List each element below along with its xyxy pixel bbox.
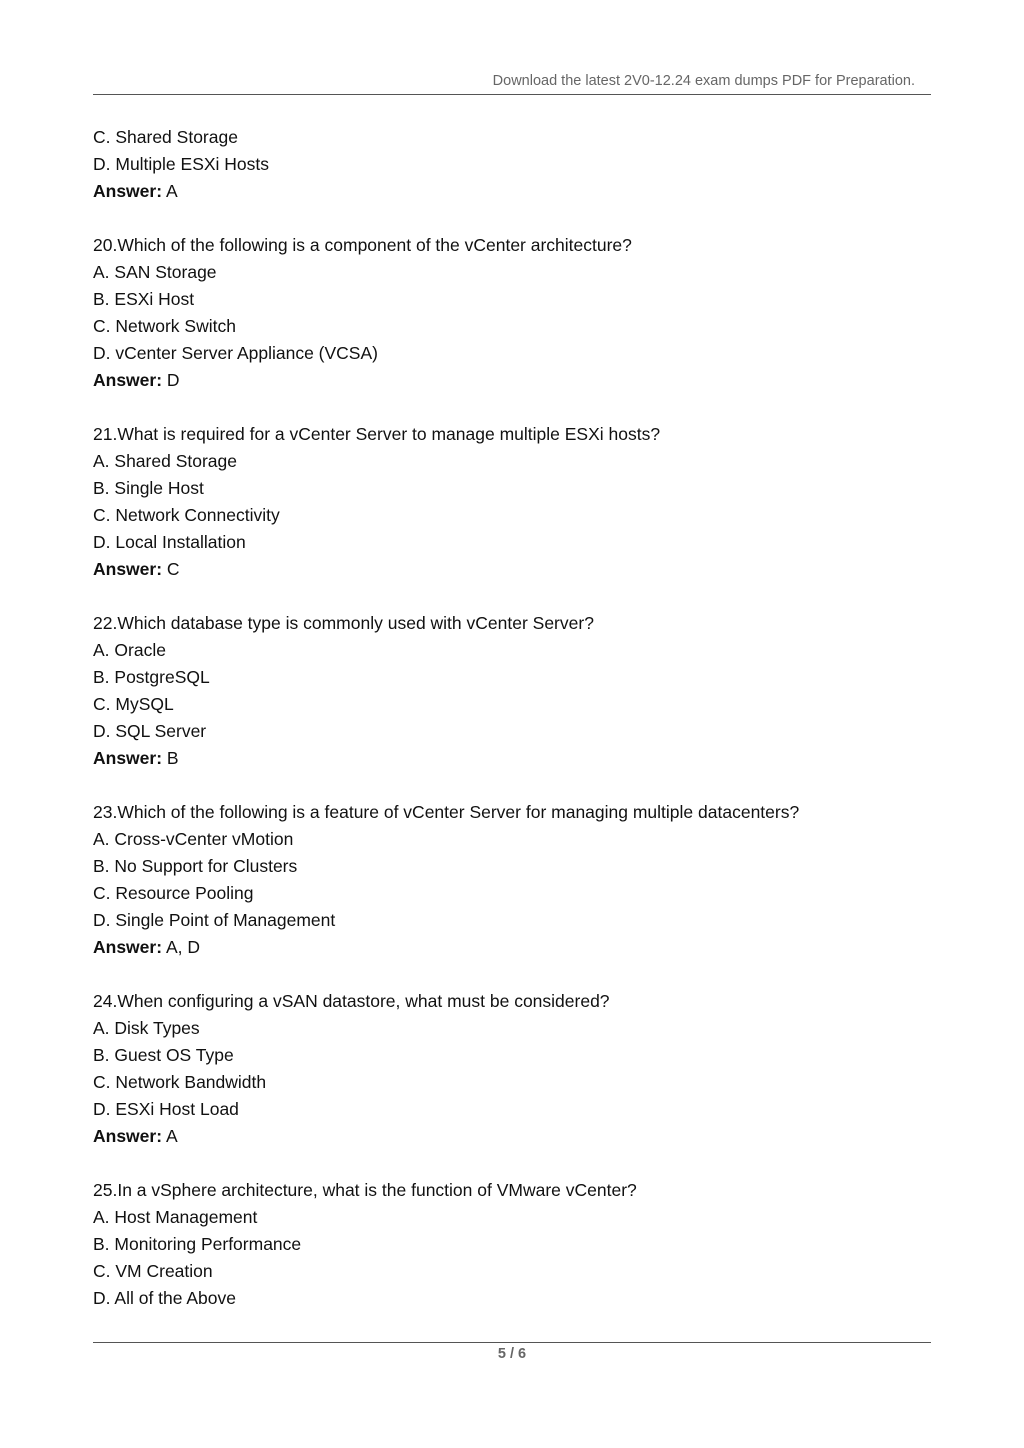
option: C. Network Switch — [93, 316, 236, 336]
option: A. Shared Storage — [93, 451, 237, 471]
header-text: Download the latest 2V0-12.24 exam dumps PDF for Preparation. — [492, 73, 915, 89]
answer-line — [93, 1123, 931, 1150]
option: B. Guest OS Type — [93, 1045, 234, 1065]
question-text: 22.Which database type is commonly used with vCenter Server? — [93, 613, 594, 633]
page-header — [93, 72, 931, 95]
option: C. VM Creation — [93, 1261, 213, 1281]
option: A. Oracle — [93, 640, 166, 660]
option: C. Shared Storage — [93, 127, 238, 147]
option: B. No Support for Clusters — [93, 856, 298, 876]
question-block — [93, 610, 931, 772]
answer-value: A — [162, 181, 178, 201]
option: B. Single Host — [93, 478, 204, 498]
answer-value: A, D — [162, 937, 200, 957]
answer-line — [93, 178, 931, 205]
question-text: 20.Which of the following is a component of the vCenter architecture? — [93, 235, 632, 255]
option: D. vCenter Server Appliance (VCSA) — [93, 343, 378, 363]
question-continuation — [93, 124, 931, 205]
option: D. SQL Server — [93, 721, 207, 741]
page-content — [93, 124, 931, 1312]
answer-value: D — [162, 370, 180, 390]
option: A. Disk Types — [93, 1018, 200, 1038]
question-block — [93, 232, 931, 394]
answer-label: Answer: — [93, 559, 163, 579]
answer-value: B — [162, 748, 179, 768]
answer-line — [93, 934, 931, 961]
question-text: 23.Which of the following is a feature of vCenter Server for managing multiple datacenters? — [93, 802, 800, 822]
option: D. ESXi Host Load — [93, 1099, 239, 1119]
option: D. Local Installation — [93, 532, 246, 552]
answer-value: C — [162, 559, 180, 579]
page-footer — [93, 1342, 931, 1362]
question-text: 24.When configuring a vSAN datastore, what must be considered? — [93, 991, 610, 1011]
answer-label: Answer: — [93, 748, 163, 768]
option: B. ESXi Host — [93, 289, 195, 309]
answer-line — [93, 367, 931, 394]
option: D. All of the Above — [93, 1288, 237, 1308]
question-text: 21.What is required for a vCenter Server to manage multiple ESXi hosts? — [93, 424, 661, 444]
option: C. Resource Pooling — [93, 883, 254, 903]
answer-label: Answer: — [93, 1126, 163, 1146]
option: A. Cross-vCenter vMotion — [93, 829, 294, 849]
answer-label: Answer: — [93, 937, 163, 957]
option: C. Network Bandwidth — [93, 1072, 267, 1092]
answer-label: Answer: — [93, 370, 163, 390]
option: A. Host Management — [93, 1207, 258, 1227]
answer-line — [93, 556, 931, 583]
answer-label: Answer: — [93, 181, 163, 201]
option: B. PostgreSQL — [93, 667, 210, 687]
option: A. SAN Storage — [93, 262, 217, 282]
question-block — [93, 1177, 931, 1312]
answer-value: A — [162, 1126, 178, 1146]
question-text: 25.In a vSphere architecture, what is the function of VMware vCenter? — [93, 1180, 637, 1200]
page-number: 5 / 6 — [497, 1346, 527, 1362]
option: C. Network Connectivity — [93, 505, 280, 525]
option: B. Monitoring Performance — [93, 1234, 302, 1254]
question-block — [93, 988, 931, 1150]
option: D. Single Point of Management — [93, 910, 336, 930]
question-block — [93, 421, 931, 583]
option: D. Multiple ESXi Hosts — [93, 154, 270, 174]
answer-line — [93, 745, 931, 772]
option: C. MySQL — [93, 694, 174, 714]
question-block — [93, 799, 931, 961]
